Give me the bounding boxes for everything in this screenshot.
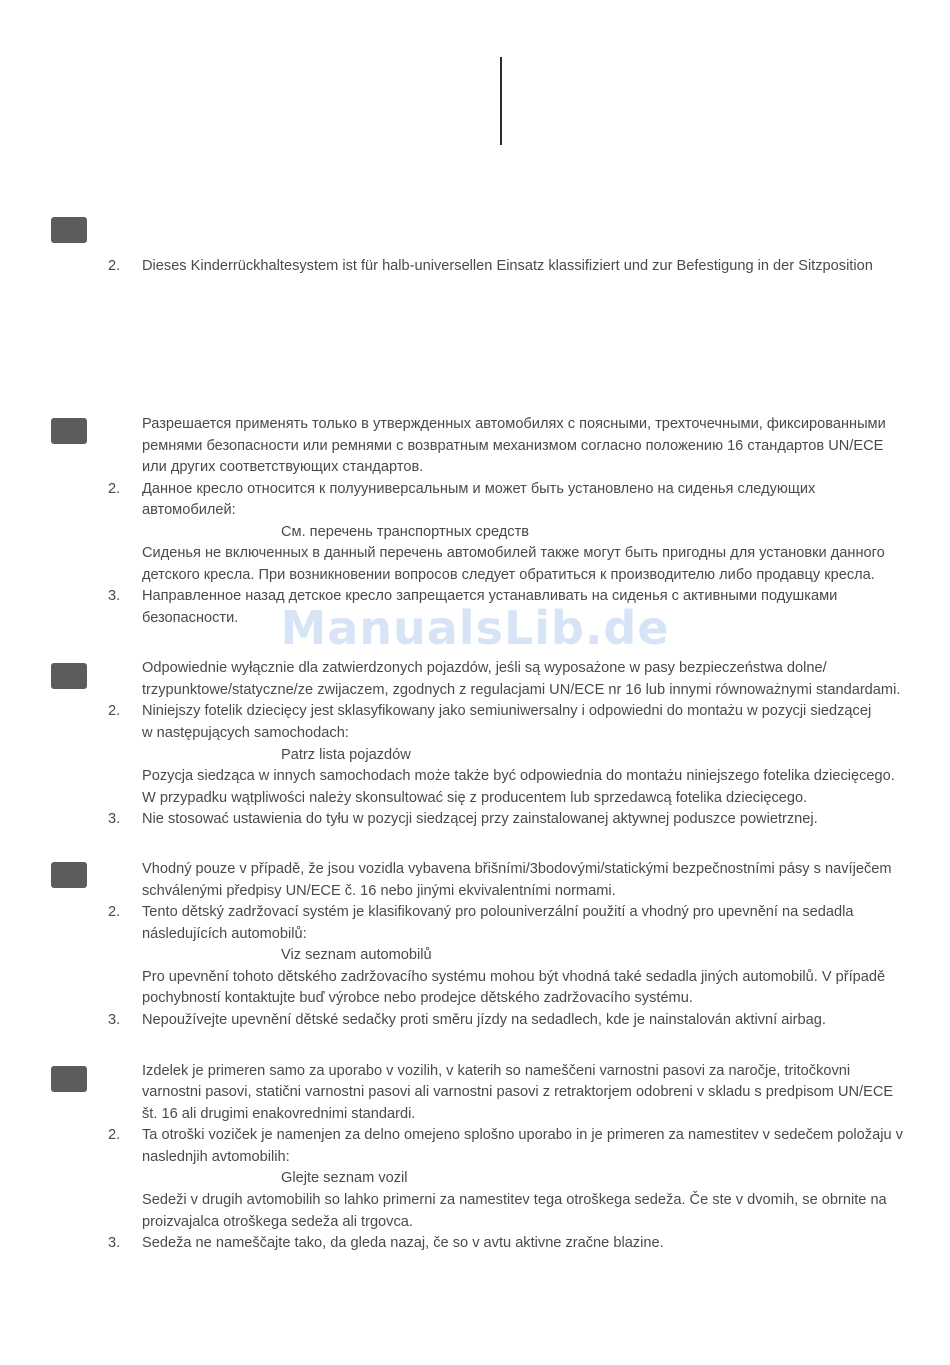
paragraph-line: Sedeži v drugih avtomobilih so lahko primerni za namestitev tega otroškega sedeža. Če ste v dvomih, se obrnite na — [142, 1192, 887, 1208]
paragraph-line: Pro upevnění tohoto dětského zadržovacího systému mohou být vhodná také sedadla jiných automobilů. V případě — [142, 969, 886, 985]
list-number: 3. — [108, 811, 121, 827]
language-tab-ru — [51, 418, 87, 444]
paragraph-line: následujících automobilů: — [142, 926, 307, 942]
list-number: 3. — [108, 588, 121, 604]
watermark: ManualsLib.de — [280, 601, 670, 655]
language-tab-de — [51, 217, 87, 243]
paragraph-line: Niniejszy fotelik dziecięcy jest sklasyfikowany jako semiuniwersalny i odpowiedni do montażu w pozycji siedzącej — [142, 703, 872, 719]
list-number: 2. — [108, 904, 121, 920]
paragraph-line: Sedeža ne nameščajte tako, da gleda nazaj, če so v avtu aktivne zračne blazine. — [142, 1235, 664, 1251]
list-number: 2. — [108, 1127, 121, 1143]
paragraph-line: или других соответствующих стандартов. — [142, 459, 424, 475]
paragraph-line: schválenými předpisy UN/ECE č. 16 nebo jinými ekvivalentními normami. — [142, 883, 616, 899]
paragraph-line: Направленное назад детское кресло запрещается устанавливать на сиденья с активными подушками — [142, 588, 838, 604]
paragraph-line: št. 16 ali drugimi enakovrednimi standardi. — [142, 1106, 416, 1122]
center-divider-line — [500, 57, 502, 145]
paragraph-line: w następujących samochodach: — [142, 725, 349, 741]
paragraph-line: Nepoužívejte upevnění dětské sedačky proti směru jízdy na sedadlech, kde je nainstalován aktivní airbag. — [142, 1012, 826, 1028]
vehicle-list-reference: См. перечень транспортных средств — [281, 524, 530, 540]
paragraph-line: Izdelek je primeren samo za uporabo v vozilih, v katerih so nameščeni varnostni pasovi za naročje, tritočkovni — [142, 1063, 851, 1079]
language-tab-sl — [51, 1066, 87, 1092]
language-tab-pl — [51, 663, 87, 689]
paragraph-line: proizvajalca otroškega sedeža ali trgovca. — [142, 1214, 413, 1230]
paragraph-line: Dieses Kinderrückhaltesystem ist für halb-universellen Einsatz klassifiziert und zur Befestigung in der Sitzposition — [142, 258, 873, 274]
list-number: 2. — [108, 258, 121, 274]
paragraph-line: trzypunktowe/statyczne/ze zwijaczem, zgodnych z regulacjami UN/ECE nr 16 lub innymi równoważnymi standardami. — [142, 682, 901, 698]
list-number: 2. — [108, 481, 121, 497]
language-tab-cs — [51, 862, 87, 888]
paragraph-line: naslednjih avtomobilih: — [142, 1149, 290, 1165]
paragraph-line: pochybností kontaktujte buď výrobce nebo prodejce dětského zadržovacího systému. — [142, 990, 693, 1006]
paragraph-line: Nie stosować ustawienia do tyłu w pozycji siedzącej przy zainstalowanej aktywnej poduszce powietrznej. — [142, 811, 818, 827]
paragraph-line: автомобилей: — [142, 502, 236, 518]
paragraph-line: Odpowiednie wyłącznie dla zatwierdzonych pojazdów, jeśli są wyposażone w pasy bezpieczeństwa dolne/ — [142, 660, 827, 676]
paragraph-line: varnostni pasovi, statični varnostni pasovi ali varnostni pasovi z retraktorjem odobreni v skladu s predpisom UN/ECE — [142, 1084, 894, 1100]
list-number: 3. — [108, 1012, 121, 1028]
vehicle-list-reference: Glejte seznam vozil — [281, 1170, 408, 1186]
paragraph-line: Pozycja siedząca w innych samochodach może także być odpowiednia do montażu niniejszego fotelika dziecięcego. — [142, 768, 895, 784]
paragraph-line: ремнями безопасности или ремнями с возвратным механизмом согласно положению 16 стандартов UN/ECE — [142, 438, 884, 454]
paragraph-line: Сиденья не включенных в данный перечень автомобилей также могут быть пригодны для установки данного — [142, 545, 885, 561]
list-number: 2. — [108, 703, 121, 719]
paragraph-line: Tento dětský zadržovací systém je klasifikovaný pro polouniverzální použití a vhodný pro upevnění na sedadla — [142, 904, 854, 920]
paragraph-line: детского кресла. При возникновении вопросов следует обратиться к производителю либо продавцу кресла. — [142, 567, 875, 583]
vehicle-list-reference: Patrz lista pojazdów — [281, 747, 411, 763]
paragraph-line: Ta otroški voziček je namenjen za delno omejeno splošno uporabo in je primeren za namestitev v sedečem položaju v — [142, 1127, 903, 1143]
paragraph-line: Разрешается применять только в утвержденных автомобилях с поясными, трехточечными, фиксированными — [142, 416, 886, 432]
vehicle-list-reference: Viz seznam automobilů — [281, 947, 432, 963]
paragraph-line: безопасности. — [142, 610, 239, 626]
paragraph-line: W przypadku wątpliwości należy skonsultować się z producentem lub sprzedawcą fotelika dziecięcego. — [142, 790, 808, 806]
paragraph-line: Vhodný pouze v případě, že jsou vozidla vybavena břišními/3bodovými/statickými bezpečnostními pásy s navíječem — [142, 861, 892, 877]
paragraph-line: Данное кресло относится к полууниверсальным и может быть установлено на сиденья следующих — [142, 481, 816, 497]
list-number: 3. — [108, 1235, 121, 1251]
